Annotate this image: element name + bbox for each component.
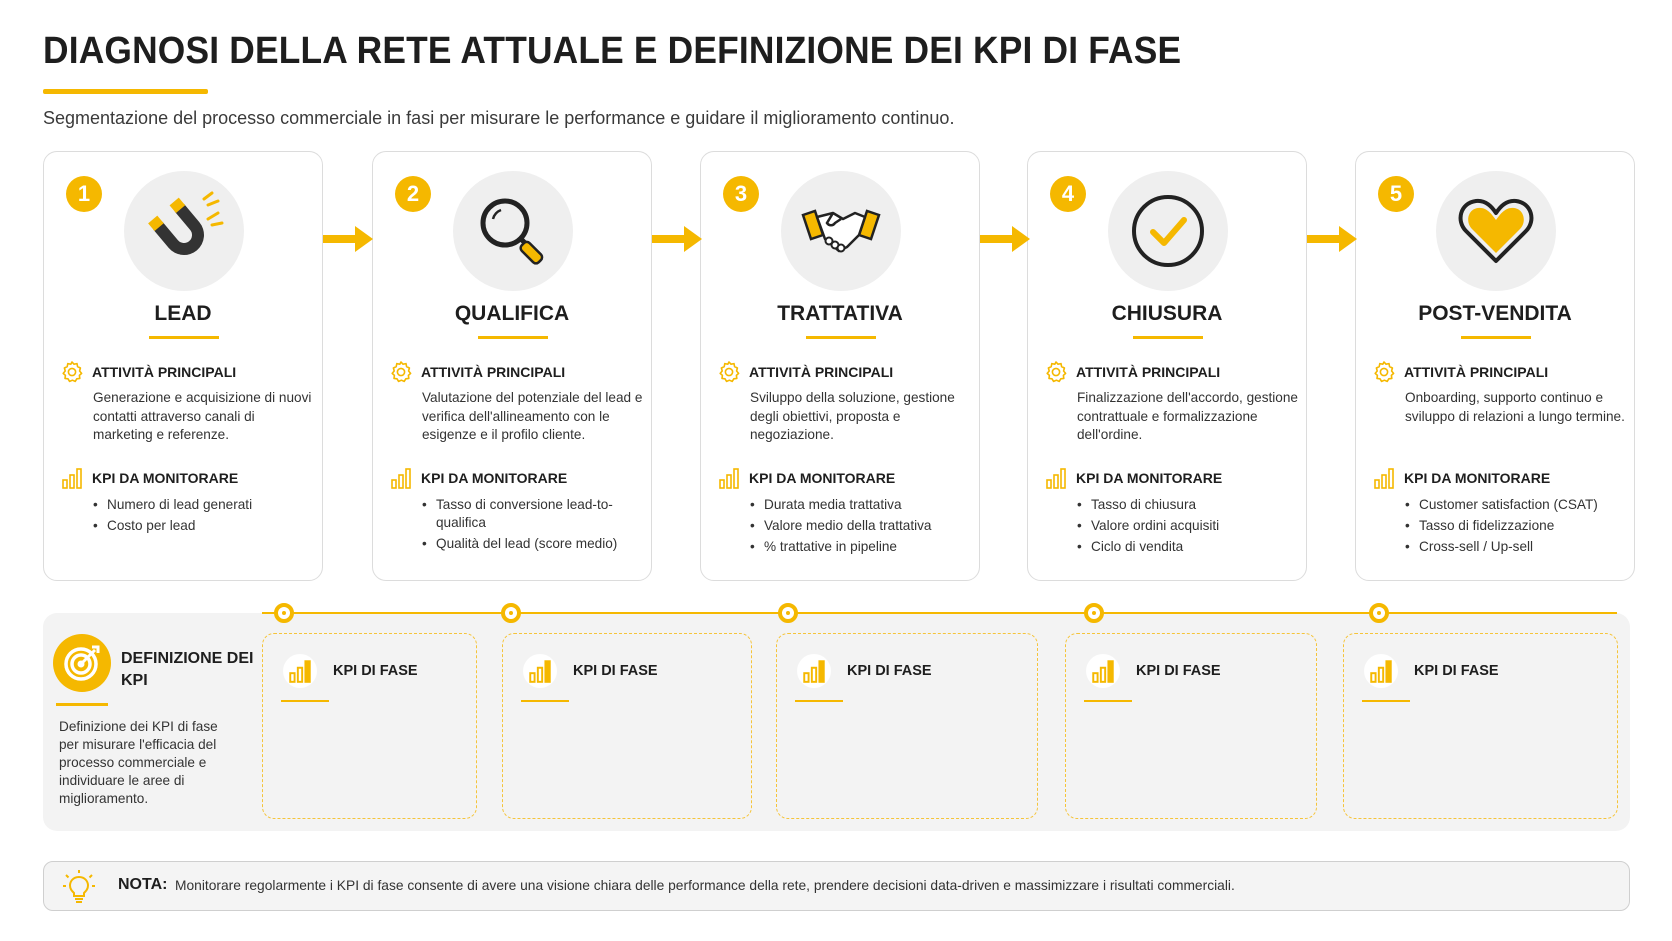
activities-text: Finalizzazione dell'accordo, gestione contrattuale e formalizzazione dell'ordine.: [1077, 390, 1298, 442]
target-icon: [53, 634, 111, 692]
kpi-item: • Tasso di fidelizzazione: [1405, 517, 1630, 535]
kpi-phase-underline: [521, 700, 569, 702]
phase-title-underline: [806, 336, 876, 339]
kpi-label: KPI DA MONITORARE: [1076, 470, 1223, 486]
phase-title: POST-VENDITA: [1418, 302, 1572, 325]
kpi-heading: [60, 466, 238, 490]
gear-icon: [1044, 360, 1068, 384]
phase-title: QUALIFICA: [454, 302, 570, 325]
kpi-phase-box: [502, 633, 752, 819]
kpi-item: • Tasso di conversione lead-to-qualifica: [422, 496, 647, 532]
kpi-phase-underline: [795, 700, 843, 702]
kpi-label: KPI DA MONITORARE: [1404, 470, 1551, 486]
kpi-phase-box: [1343, 633, 1618, 819]
phase-card: [1355, 151, 1635, 581]
activities-heading: [60, 360, 236, 384]
phase-number-badge: 1: [66, 176, 102, 212]
magnet-icon: [124, 171, 244, 291]
kpi-phase-underline: [281, 700, 329, 702]
bar-chart-icon: [797, 654, 831, 688]
kpi-heading: [389, 466, 567, 490]
kpi-phase-box: [776, 633, 1038, 819]
activities-text: Valutazione del potenziale del lead e verifica dell'allineamento con le esigenze e il profilo cliente.: [422, 390, 643, 442]
kpi-phase-box: [262, 633, 477, 819]
phase-title: TRATTATIVA: [777, 302, 903, 325]
phase-card: [372, 151, 652, 581]
kpi-list: [422, 496, 647, 556]
activities-heading: [717, 360, 893, 384]
phase-card: [43, 151, 323, 581]
activities-label: ATTIVITÀ PRINCIPALI: [1076, 364, 1221, 380]
kpi-definition-title: DEFINIZIONE DEI KPI: [121, 650, 254, 689]
kpi-phase-label: KPI DI FASE: [573, 663, 658, 679]
phase-card: [700, 151, 980, 581]
activities-text: Onboarding, supporto continuo e sviluppo di relazioni a lungo termine.: [1405, 390, 1625, 424]
kpi-label: KPI DA MONITORARE: [92, 470, 239, 486]
kpi-item: • Tasso di chiusura: [1077, 496, 1302, 514]
phase-title: CHIUSURA: [1111, 302, 1223, 325]
timeline-dot: [274, 603, 294, 623]
flow-arrow-icon: [652, 224, 702, 254]
phase-title-underline: [478, 336, 548, 339]
timeline-dot: [501, 603, 521, 623]
bar-chart-icon: [717, 466, 741, 490]
timeline-dot: [1369, 603, 1389, 623]
kpi-phase-label: KPI DI FASE: [333, 663, 418, 679]
gear-icon: [717, 360, 741, 384]
lightbulb-icon: [62, 869, 96, 905]
title-underline: [43, 89, 208, 94]
kpi-item: • Valore medio della trattativa: [750, 517, 975, 535]
phase-number-badge: 2: [395, 176, 431, 212]
note-label: NOTA:: [118, 876, 168, 893]
bar-chart-icon: [1044, 466, 1068, 490]
kpi-phase-underline: [1084, 700, 1132, 702]
note-text: Monitorare regolarmente i KPI di fase consente di avere una visione chiara delle performance della rete, prendere decisioni data-driven e massimizzare i risultati commerciali.: [175, 878, 1235, 893]
bar-chart-icon: [1086, 654, 1120, 688]
bar-chart-icon: [1372, 466, 1396, 490]
kpi-phase-heading: [523, 654, 658, 688]
kpi-phase-heading: [797, 654, 932, 688]
flow-arrow-icon: [980, 224, 1030, 254]
magnifier-icon: [453, 171, 573, 291]
kpi-phase-label: KPI DI FASE: [1414, 663, 1499, 679]
phase-title-underline: [1461, 336, 1531, 339]
kpi-heading: [717, 466, 895, 490]
heart-icon: [1436, 171, 1556, 291]
activities-label: ATTIVITÀ PRINCIPALI: [92, 364, 237, 380]
bar-chart-icon: [1364, 654, 1398, 688]
timeline-line: [262, 612, 1617, 614]
activities-heading: [1372, 360, 1548, 384]
gear-icon: [1372, 360, 1396, 384]
kpi-heading: [1044, 466, 1222, 490]
kpi-phase-heading: [1364, 654, 1499, 688]
activities-text: Sviluppo della soluzione, gestione degli obiettivi, proposta e negoziazione.: [750, 390, 955, 442]
kpi-definition-underline: [56, 703, 108, 706]
kpi-phase-underline: [1362, 700, 1410, 702]
activities-label: ATTIVITÀ PRINCIPALI: [421, 364, 566, 380]
kpi-list: [750, 496, 975, 559]
phase-number-badge: 4: [1050, 176, 1086, 212]
kpi-list: [93, 496, 318, 538]
kpi-item: • Qualità del lead (score medio): [422, 535, 647, 553]
activities-text: Generazione e acquisizione di nuovi contatti attraverso canali di marketing e referenze.: [93, 390, 312, 442]
kpi-item: • Cross-sell / Up-sell: [1405, 538, 1630, 556]
flow-arrow-icon: [323, 224, 373, 254]
page-title: DIAGNOSI DELLA RETE ATTUALE E DEFINIZIONE DEI KPI DI FASE: [43, 30, 1182, 72]
kpi-item: • Costo per lead: [93, 517, 318, 535]
kpi-list: [1405, 496, 1630, 559]
kpi-heading: [1372, 466, 1550, 490]
handshake-icon: [781, 171, 901, 291]
phase-title-underline: [1133, 336, 1203, 339]
activities-label: ATTIVITÀ PRINCIPALI: [749, 364, 894, 380]
timeline-dot: [1084, 603, 1104, 623]
kpi-item: • Customer satisfaction (CSAT): [1405, 496, 1630, 514]
gear-icon: [389, 360, 413, 384]
timeline-dot: [778, 603, 798, 623]
bar-chart-icon: [60, 466, 84, 490]
bar-chart-icon: [523, 654, 557, 688]
phase-card: [1027, 151, 1307, 581]
kpi-item: • Durata media trattativa: [750, 496, 975, 514]
kpi-phase-label: KPI DI FASE: [1136, 663, 1221, 679]
kpi-label: KPI DA MONITORARE: [749, 470, 896, 486]
gear-icon: [60, 360, 84, 384]
kpi-item: • Numero di lead generati: [93, 496, 318, 514]
kpi-phase-heading: [1086, 654, 1221, 688]
kpi-item: • Valore ordini acquisiti: [1077, 517, 1302, 535]
check-circle-icon: [1108, 171, 1228, 291]
activities-heading: [1044, 360, 1220, 384]
kpi-definition-text: Definizione dei KPI di fase per misurare l'efficacia del processo commerciale e individuare le aree di miglioramento.: [59, 719, 218, 806]
kpi-list: [1077, 496, 1302, 559]
flow-arrow-icon: [1307, 224, 1357, 254]
phase-title: LEAD: [154, 302, 212, 325]
bar-chart-icon: [389, 466, 413, 490]
page-subtitle: Segmentazione del processo commerciale in fasi per misurare le performance e guidare il miglioramento continuo.: [43, 108, 955, 128]
activities-heading: [389, 360, 565, 384]
note-box: [43, 861, 1630, 911]
phase-number-badge: 5: [1378, 176, 1414, 212]
phase-title-underline: [149, 336, 219, 339]
phase-number-badge: 3: [723, 176, 759, 212]
bar-chart-icon: [283, 654, 317, 688]
kpi-label: KPI DA MONITORARE: [421, 470, 568, 486]
kpi-phase-heading: [283, 654, 418, 688]
kpi-item: • Ciclo di vendita: [1077, 538, 1302, 556]
kpi-item: • % trattative in pipeline: [750, 538, 975, 556]
activities-label: ATTIVITÀ PRINCIPALI: [1404, 364, 1549, 380]
kpi-phase-label: KPI DI FASE: [847, 663, 932, 679]
kpi-phase-box: [1065, 633, 1317, 819]
